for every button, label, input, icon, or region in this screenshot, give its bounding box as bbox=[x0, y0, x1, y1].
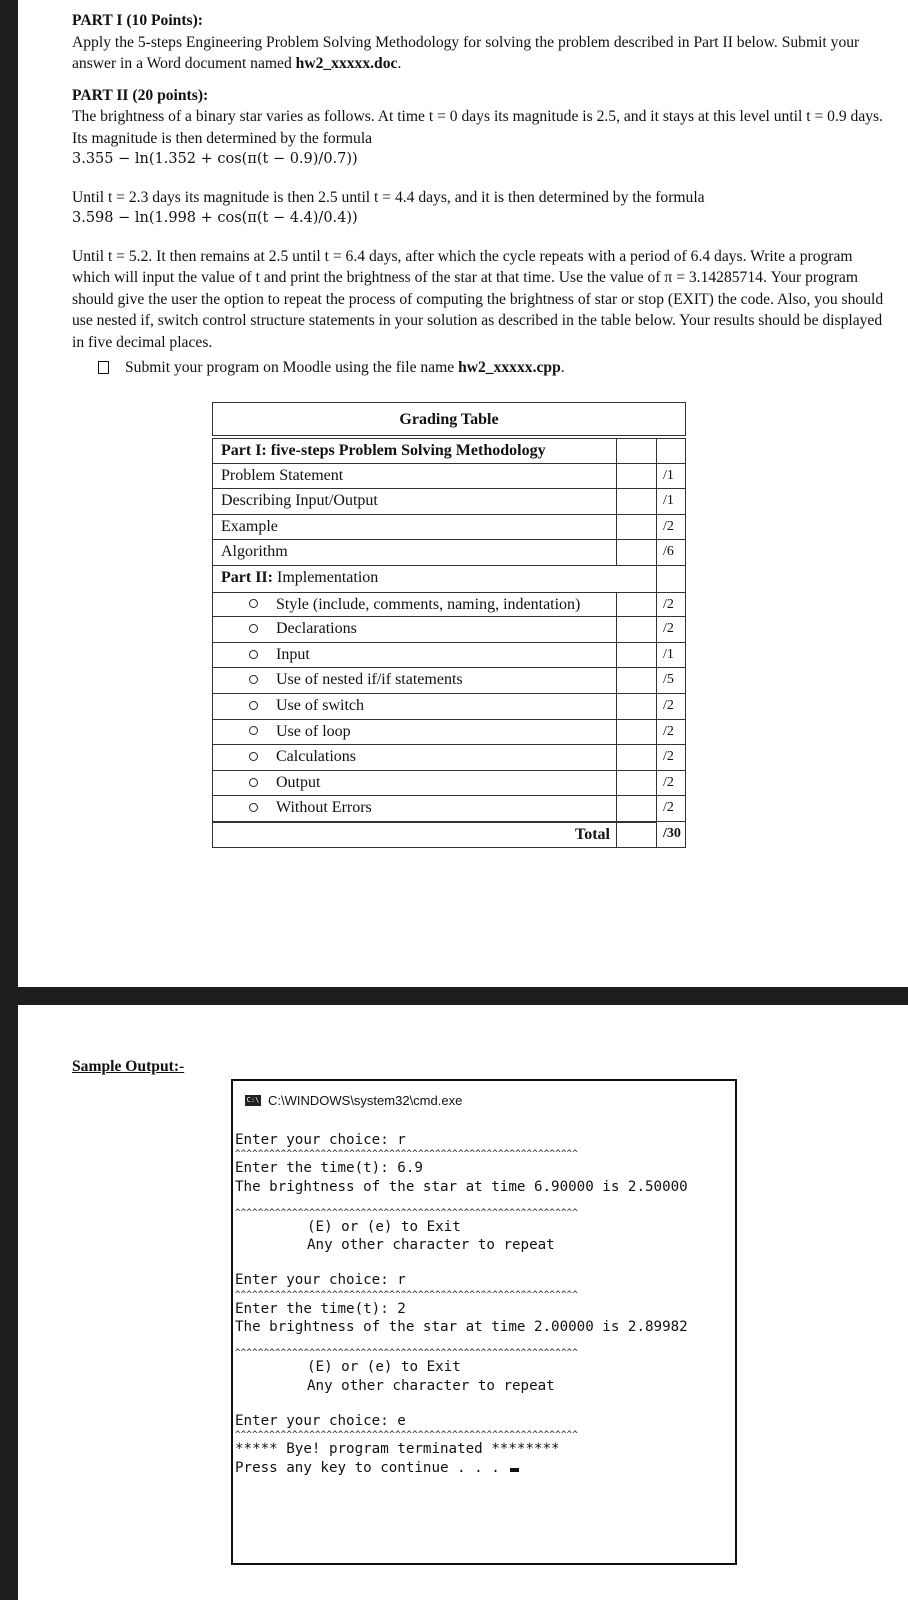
console-window[interactable] bbox=[231, 1079, 737, 1565]
criterion-points: /5 bbox=[656, 668, 686, 694]
grading-table-title: Grading Table bbox=[212, 402, 686, 436]
criterion-points: /2 bbox=[656, 771, 686, 797]
table-row bbox=[212, 566, 688, 592]
submit-text: Submit your program on Moodle using the file name bbox=[125, 359, 459, 376]
caret-separator: ^^^^^^^^^^^^^^^^^^^^^^^^^^^^^^^^^^^^^^^^^^^^^^^^^^^^^^^^^^^^ bbox=[235, 1348, 579, 1359]
circle-bullet-icon bbox=[249, 752, 258, 761]
table-row bbox=[212, 438, 688, 464]
table-row bbox=[212, 694, 688, 720]
page-separator-band bbox=[0, 987, 908, 1005]
console-titlebar bbox=[245, 1093, 462, 1108]
criterion-cell bbox=[212, 643, 616, 669]
table-row bbox=[212, 745, 688, 771]
console-line: (E) or (e) to Exit bbox=[307, 1218, 461, 1235]
assignment-text bbox=[72, 10, 892, 379]
section-part2-rest: Implementation bbox=[272, 568, 379, 586]
press-key-text: Press any key to continue . . . bbox=[235, 1459, 509, 1476]
criterion-points: /2 bbox=[656, 515, 686, 541]
sample-output-label: Sample Output:- bbox=[72, 1058, 185, 1075]
submit-bullet bbox=[98, 357, 892, 379]
criterion-points: /2 bbox=[656, 745, 686, 771]
console-line: Enter your choice: r bbox=[235, 1132, 406, 1148]
criterion-label: Use of loop bbox=[276, 722, 351, 740]
table-row-total bbox=[212, 822, 688, 848]
criterion-points: /2 bbox=[656, 694, 686, 720]
section-part2-label bbox=[212, 566, 616, 592]
submit-text-end: . bbox=[560, 359, 565, 376]
cmd-icon: C:\ bbox=[246, 1096, 260, 1104]
criterion-label: Use of switch bbox=[276, 696, 364, 714]
table-row bbox=[212, 617, 688, 643]
table-row bbox=[212, 540, 688, 566]
circle-bullet-icon bbox=[249, 803, 258, 812]
console-line: The brightness of the star at time 6.90000 is 2.50000 bbox=[235, 1178, 688, 1195]
criterion-points: /1 bbox=[656, 489, 686, 515]
circle-bullet-icon bbox=[249, 778, 258, 787]
part1-text: Apply the 5-steps Engineering Problem Solving Methodology for solving the problem described in Part II below. Submit your answer in a Word document named bbox=[72, 33, 860, 72]
circle-bullet-icon bbox=[249, 624, 258, 633]
criterion-cell bbox=[212, 745, 616, 771]
part2-para2: Until t = 2.3 days its magnitude is then 2.5 until t = 4.4 days, and it is then determined by the formula bbox=[72, 188, 705, 206]
criterion-label: Output bbox=[276, 773, 321, 791]
grading-table bbox=[212, 438, 688, 848]
part2-para3: Until t = 5.2. It then remains at 2.5 until t = 6.4 days, after which the cycle repeats with a period of 6.4 days. Write a program which will input the value of t and print the brightness of the star at that time. Use the value of π = 3.14285714. Your program should give the user the option to repeat the process of computing the brightness of star or stop (EXIT) the code. Also, you should use nested if, switch control structure statements in your solution as described in the table below. Your results should be displayed in five decimal places. bbox=[72, 247, 884, 351]
console-line: (E) or (e) to Exit bbox=[307, 1359, 461, 1376]
criterion-label: Describing Input/Output bbox=[212, 489, 616, 515]
criterion-points: /2 bbox=[656, 592, 686, 618]
criterion-cell bbox=[212, 617, 616, 643]
left-frame-border bbox=[0, 0, 18, 1600]
console-output bbox=[235, 1131, 688, 1477]
criterion-cell bbox=[212, 694, 616, 720]
criterion-label: Algorithm bbox=[212, 540, 616, 566]
part1-heading: PART I (10 Points): bbox=[72, 12, 203, 29]
criterion-points: /6 bbox=[656, 540, 686, 566]
console-line: Any other character to repeat bbox=[307, 1237, 555, 1254]
criterion-points: /1 bbox=[656, 464, 686, 490]
criterion-label: Without Errors bbox=[276, 799, 372, 817]
doc-filename: hw2_xxxxx.doc bbox=[295, 55, 398, 72]
console-line: The brightness of the star at time 2.00000 is 2.89982 bbox=[235, 1319, 688, 1336]
circle-bullet-icon bbox=[249, 726, 258, 735]
table-row bbox=[212, 592, 688, 618]
caret-separator: ^^^^^^^^^^^^^^^^^^^^^^^^^^^^^^^^^^^^^^^^^^^^^^^^^^^^^^^^^^^^ bbox=[235, 1289, 579, 1300]
circle-bullet-icon bbox=[249, 675, 258, 684]
criterion-cell bbox=[212, 796, 616, 822]
formula-2: 3.598 − ln(1.998 + cos(π(t − 4.4)/0.4)) bbox=[72, 210, 358, 226]
table-row bbox=[212, 643, 688, 669]
part2-heading: PART II (20 points): bbox=[72, 86, 209, 104]
criterion-label: Example bbox=[212, 515, 616, 541]
criterion-cell bbox=[212, 668, 616, 694]
total-label: Total bbox=[212, 822, 616, 848]
table-row bbox=[212, 489, 688, 515]
table-row bbox=[212, 515, 688, 541]
part2-para1: The brightness of a binary star varies as follows. At time t = 0 days its magnitude is 2.5, and it stays at this level until t = 0.9 days. Its magnitude is then determined by the formula bbox=[72, 108, 884, 147]
criterion-points: /2 bbox=[656, 796, 686, 822]
criterion-label: Calculations bbox=[276, 748, 356, 766]
circle-bullet-icon bbox=[249, 599, 258, 608]
caret-separator: ^^^^^^^^^^^^^^^^^^^^^^^^^^^^^^^^^^^^^^^^^^^^^^^^^^^^^^^^^^^^ bbox=[235, 1430, 579, 1441]
cpp-filename: hw2_xxxxx.cpp bbox=[458, 359, 561, 376]
console-line: Enter your choice: r bbox=[235, 1272, 406, 1289]
table-row bbox=[212, 720, 688, 746]
caret-separator: ^^^^^^^^^^^^^^^^^^^^^^^^^^^^^^^^^^^^^^^^^^^^^^^^^^^^^^^^^^^^ bbox=[235, 1149, 579, 1160]
console-line: Enter your choice: e bbox=[235, 1412, 406, 1429]
criterion-label: Use of nested if/if statements bbox=[276, 671, 463, 689]
criterion-points: /2 bbox=[656, 617, 686, 643]
criterion-cell bbox=[212, 720, 616, 746]
part1-text-end: . bbox=[397, 55, 402, 72]
criterion-label: Style (include, comments, naming, indentation) bbox=[276, 595, 581, 613]
part1-instructions bbox=[72, 32, 892, 75]
criterion-label: Problem Statement bbox=[212, 464, 616, 490]
circle-bullet-icon bbox=[249, 650, 258, 659]
console-line: ***** Bye! program terminated ******** bbox=[235, 1441, 560, 1458]
table-row bbox=[212, 771, 688, 797]
caret-separator: ^^^^^^^^^^^^^^^^^^^^^^^^^^^^^^^^^^^^^^^^^^^^^^^^^^^^^^^^^^^^ bbox=[235, 1207, 579, 1218]
criterion-points: /1 bbox=[656, 643, 686, 669]
table-row bbox=[212, 464, 688, 490]
window-title: C:\WINDOWS\system32\cmd.exe bbox=[268, 1093, 463, 1108]
console-line: Enter the time(t): 2 bbox=[235, 1300, 406, 1317]
section-part2-bold: Part II: bbox=[221, 568, 273, 586]
criterion-label: Declarations bbox=[276, 620, 357, 638]
criterion-label: Input bbox=[276, 645, 310, 663]
criterion-cell bbox=[212, 771, 616, 797]
table-row bbox=[212, 796, 688, 822]
formula-1: 3.355 − ln(1.352 + cos(π(t − 0.9)/0.7)) bbox=[72, 151, 358, 167]
console-line bbox=[235, 1459, 688, 1477]
criterion-points: /2 bbox=[656, 720, 686, 746]
total-points: /30 bbox=[656, 822, 686, 848]
criterion-cell bbox=[212, 592, 616, 618]
checkbox-square-icon bbox=[98, 361, 109, 374]
table-row bbox=[212, 668, 688, 694]
circle-bullet-icon bbox=[249, 701, 258, 710]
console-line: Enter the time(t): 6.9 bbox=[235, 1160, 423, 1177]
section-part1-label: Part I: five-steps Problem Solving Methodology bbox=[212, 438, 616, 464]
cursor-block bbox=[510, 1468, 519, 1472]
console-line: Any other character to repeat bbox=[307, 1377, 555, 1394]
